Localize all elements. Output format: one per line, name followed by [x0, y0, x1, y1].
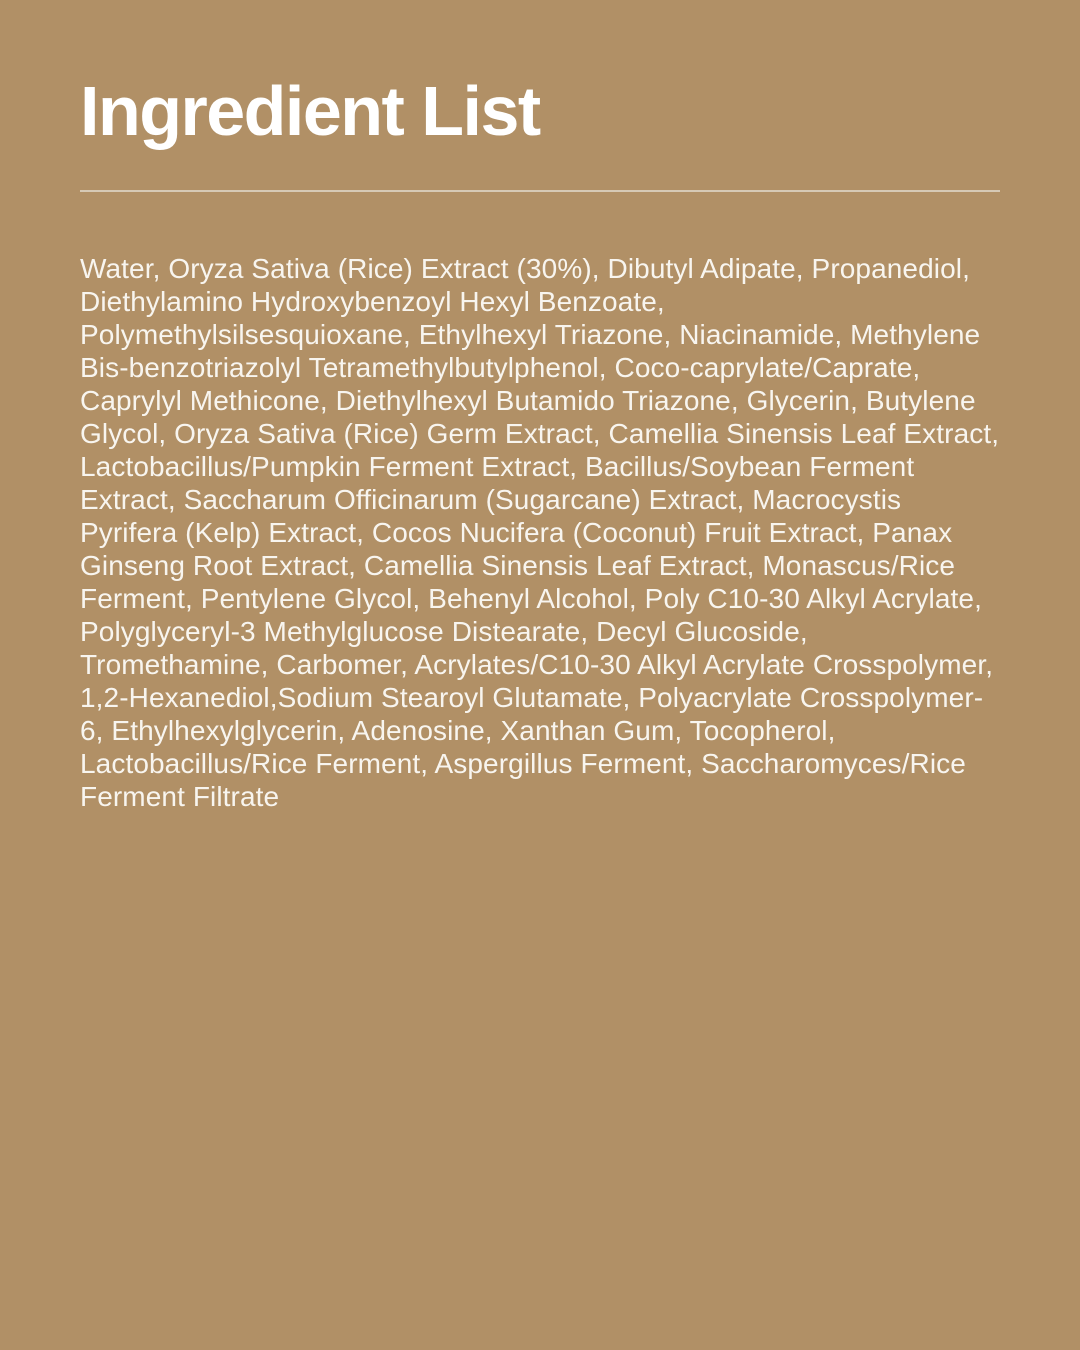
divider-line: [80, 190, 1000, 192]
ingredient-paragraph: Water, Oryza Sativa (Rice) Extract (30%), Dibutyl Adipate, Propanediol, Diethylamino Hydroxybenzoyl Hexyl Benzoate, Polymethylsilsesquioxane, Ethylhexyl Triazone, Niacinamide, Methylene Bis-benzotriazolyl Tetramethylbutylphenol, Coco-caprylate/Caprate, Caprylyl Methicone, Diethylhexyl Butamido Triazone, Glycerin, Butylene Glycol, Oryza Sativa (Rice) Germ Extract, Camellia Sinensis Leaf Extract, Lactobacillus/Pumpkin Ferment Extract, Bacillus/Soybean Ferment Extract, Saccharum Officinarum (Sugarcane) Extract, Macrocystis Pyrifera (Kelp) Extract, Cocos Nucifera (Coconut) Fruit Extract, Panax Ginseng Root Extract, Camellia Sinensis Leaf Extract, Monascus/Rice Ferment, Pentylene Glycol, Behenyl Alcohol, Poly C10-30 Alkyl Acrylate, Polyglyceryl-3 Methylglucose Distearate, Decyl Glucoside, Tromethamine, Carbomer, Acrylates/C10-30 Alkyl Acrylate Crosspolymer, 1,2-Hexanediol,Sodium Stearoyl Glutamate, Polyacrylate Crosspolymer-6, Ethylhexylglycerin, Adenosine, Xanthan Gum, Tocopherol, Lactobacillus/Rice Ferment, Aspergillus Ferment, Saccharomyces/Rice Ferment Filtrate: [80, 253, 1000, 813]
page-title: Ingredient List: [80, 72, 540, 150]
